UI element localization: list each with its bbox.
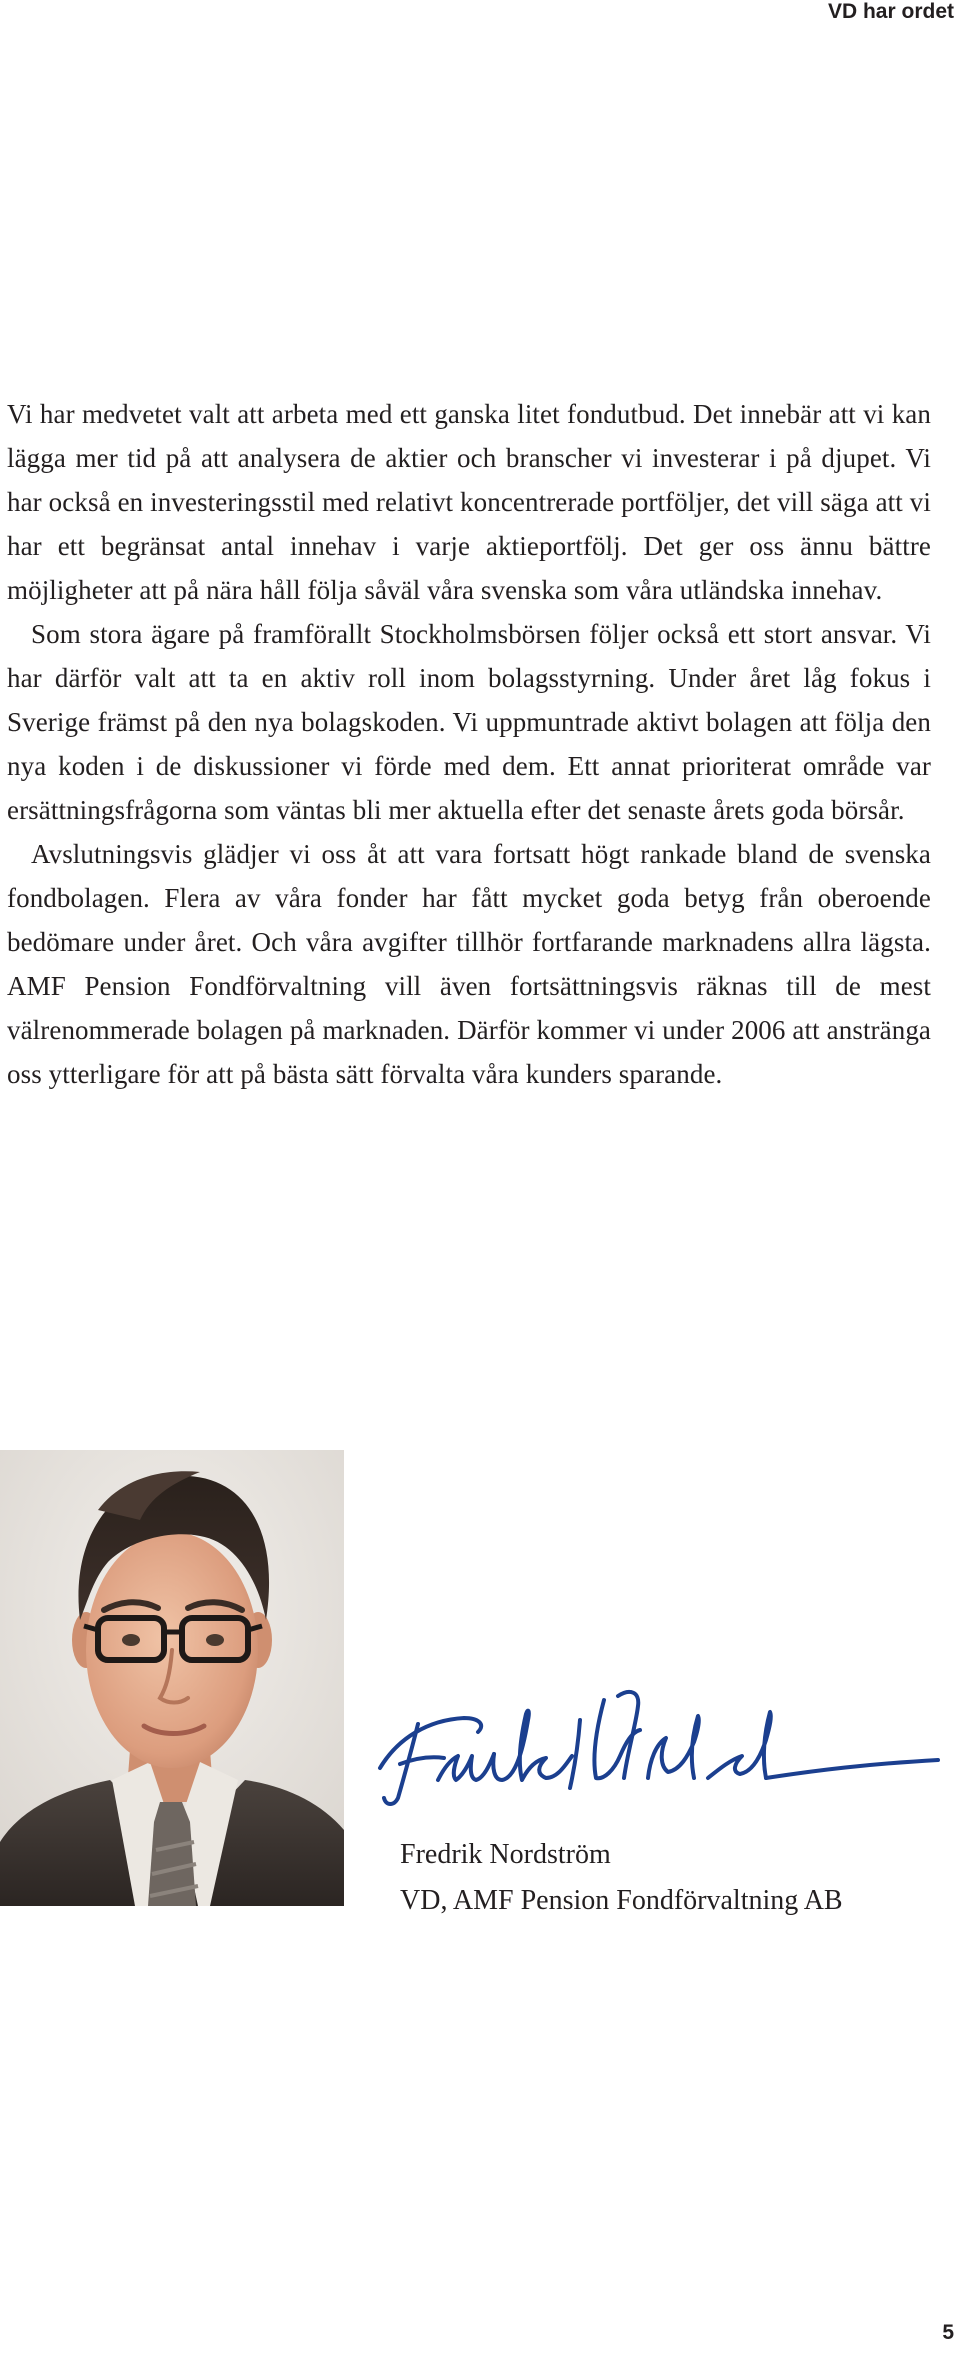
paragraph: Som stora ägare på framförallt Stockholmsbörsen följer också ett stort ansvar. Vi har därför valt att ta en aktiv roll inom bolagsstyrning. Under året låg fokus i Sverige främst på den nya bolagskoden. Vi uppmuntrade aktivt bolagen att följa den nya koden i de diskussioner vi förde med dem. Ett annat prioriterat område var ersättningsfrågorna som väntas bli mer aktuella efter det senaste årets goda börsår. [7, 619, 931, 825]
handwritten-signature [368, 1660, 948, 1820]
page-number: 5 [942, 2321, 954, 2344]
paragraph: Vi har medvetet valt att arbeta med ett ganska litet fondutbud. Det innebär att vi kan lägga mer tid på att analysera de aktier och branscher vi investerar i på djupet. Vi har också en investeringsstil med relativt koncentrerade portföljer, det vill säga att vi har ett begränsat antal innehav i varje aktieportfölj. Det ger oss ännu bättre möjligheter att på nära håll följa såväl våra svenska som våra utländska innehav. [7, 399, 931, 605]
signer-block [400, 1832, 843, 1924]
ceo-portrait-photo [0, 1450, 344, 1906]
section-title: VD har ordet [827, 0, 954, 23]
signer-title: VD, AMF Pension Fondförvaltning AB [400, 1885, 843, 1916]
ceo-letter-body [7, 392, 931, 1096]
signer-name: Fredrik Nordström [400, 1839, 611, 1870]
paragraph: Avslutningsvis glädjer vi oss åt att vara fortsatt högt rankade bland de svenska fondbolagen. Flera av våra fonder har fått mycket goda betyg från oberoende bedömare under året. Och våra avgifter tillhör fortfarande marknadens allra lägsta. AMF Pension Fondförvaltning vill även fortsättningsvis räknas till de mest välrenommerade bolagen på marknaden. Därför kommer vi under 2006 att anstränga oss ytterligare för att på bästa sätt förvalta våra kunders sparande. [7, 839, 931, 1089]
